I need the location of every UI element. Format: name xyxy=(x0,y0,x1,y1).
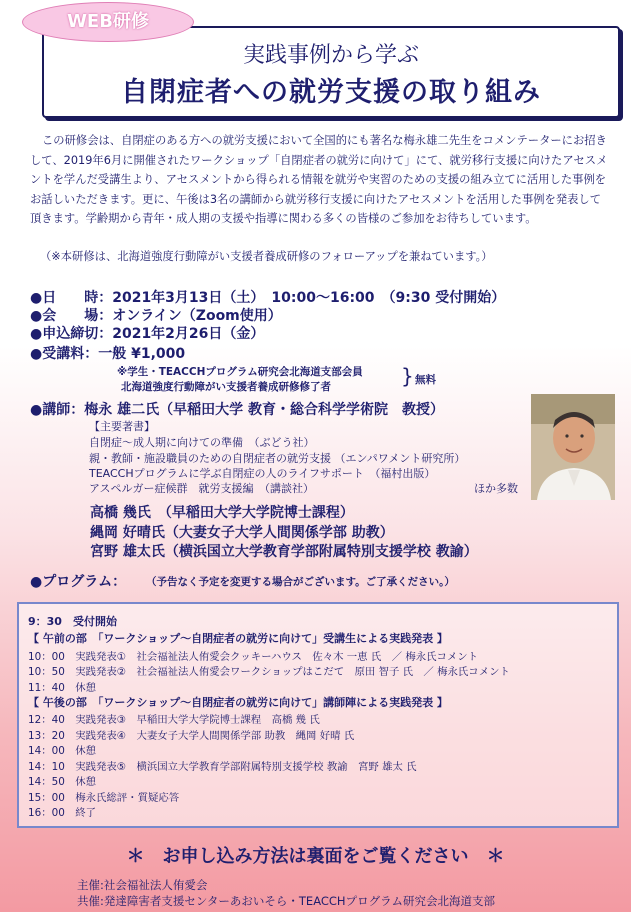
lecturer-photo xyxy=(531,394,615,500)
title-line2: 自閉症者への就労支援の取り組み xyxy=(121,77,541,108)
books-head: 【主要著書】 xyxy=(89,420,155,433)
lecturer-4: 宮野 雄太氏（横浜国立大学教育学部附属特別支援学校 教諭） xyxy=(90,544,478,560)
intro-text: この研修会は、自閉症のある方への就労支援において全国的にも著名な梅永雄二先生をコメンテーターにお招きして、2019年6月に開催されたワークショップ「自閉症者の就労に向けて」にて、就労移行支援に向けたアセスメントを学んだ受講生より、アセスメントから得られる情報を就労や実習のための支援の組み立てに活用した事例をお話しいただきます。更に、午後は3名の講師から就労移行支援に向けたアセスメントを活用した事例を発表して頂きます。学齢期から青年・成人期の支援や指導に関わる多くの皆様のご参加をお待ちしています。 xyxy=(30,134,608,226)
lecturer-main: ●講師：梅永 雄二氏（早稲田大学 教育・総合科学学術院 教授） xyxy=(30,402,444,418)
info-date: ●日 時：2021年3月13日（土） 10:00～16:00 （9:30 受付開始） xyxy=(30,290,506,306)
schedule-row: 10：50 実践発表② 社会福祉法人侑愛会ワークショップはこだて 原田 智子 氏 ／ 梅永氏コメント xyxy=(28,666,510,678)
info-venue: ●会 場：オンライン（Zoom使用） xyxy=(30,308,282,324)
fee-free: 無料 xyxy=(415,374,436,386)
apply-notice: ＊ お申し込み方法は裏面をご覧ください ＊ xyxy=(126,846,505,867)
book-3: TEACCHプログラムに学ぶ自閉症の人のライフサポート （福村出版） xyxy=(89,467,436,480)
book-4: アスペルガー症候群 就労支援編 （講談社） xyxy=(89,482,315,495)
schedule-row: 【 午前の部 「ワークショップ～自閉症者の就労に向けて」受講生による実践発表 】 xyxy=(28,632,448,645)
fee-note-2: 北海道強度行動障がい支援者養成研修修了者 xyxy=(121,381,331,393)
organizer: 主催:社会福祉法人侑愛会 xyxy=(77,878,208,892)
book-2: 親・教師・施設職員のための自閉症者の就労支援 （エンパワメント研究所） xyxy=(89,452,466,465)
fee-note-1: ※学生・TEACCHプログラム研究会北海道支部会員 xyxy=(117,366,363,378)
schedule-row: 15：00 梅永氏総評・質疑応答 xyxy=(28,792,180,804)
schedule-row: 11：40 休憩 xyxy=(28,682,97,694)
book-1: 自閉症～成人期に向けての準備 （ぶどう社） xyxy=(89,436,315,449)
info-deadline: ●申込締切：2021年2月26日（金） xyxy=(30,326,265,342)
schedule-row: 12：40 実践発表③ 早稲田大学大学院博士課程 高橋 幾 氏 xyxy=(28,714,320,726)
schedule-row: 14：10 実践発表⑤ 横浜国立大学教育学部附属特別支援学校 教諭 宮野 雄太 氏 xyxy=(28,761,417,773)
schedule-row: 【 午後の部 「ワークショップ～自閉症者の就労に向けて」講師陣による実践発表 】 xyxy=(28,696,448,709)
info-fee: ●受講料：一般 ¥1,000 xyxy=(30,346,186,362)
fee-brace: } xyxy=(401,364,414,388)
cosponsor: 共催:発達障害者支援センターあおいそら・TEACCHプログラム研究会北海道支部 xyxy=(77,894,495,908)
program-note: （予告なく予定を変更する場合がございます。ご了承ください。） xyxy=(146,576,455,588)
schedule-row: 10：00 実践発表① 社会福祉法人侑愛会クッキーハウス 佐々木 一恵 氏 ／ 梅永氏コメント xyxy=(28,651,479,663)
schedule-row: 14：00 休憩 xyxy=(28,745,97,757)
schedule-row: 16：00 終了 xyxy=(28,807,97,819)
books-more: ほか多数 xyxy=(474,482,518,495)
web-badge: WEB研修 xyxy=(22,2,194,42)
intro-note: （※本研修は、北海道強度行動障がい支援者養成研修のフォローアップを兼ねています。） xyxy=(40,250,493,263)
lecturer-2: 高橋 幾氏 （早稲田大学大学院博士課程） xyxy=(90,505,354,521)
program-label: ●プログラム： xyxy=(30,574,127,590)
title-line1: 実践事例から学ぶ xyxy=(242,43,419,68)
schedule-row: 9：30 受付開始 xyxy=(28,615,117,628)
schedule-row: 13：20 実践発表④ 大妻女子大学人間関係学部 助教 縄岡 好晴 氏 xyxy=(28,730,355,742)
schedule-row: 14：50 休憩 xyxy=(28,776,97,788)
lecturer-3: 縄岡 好晴氏（大妻女子大学人間関係学部 助教） xyxy=(90,525,394,541)
